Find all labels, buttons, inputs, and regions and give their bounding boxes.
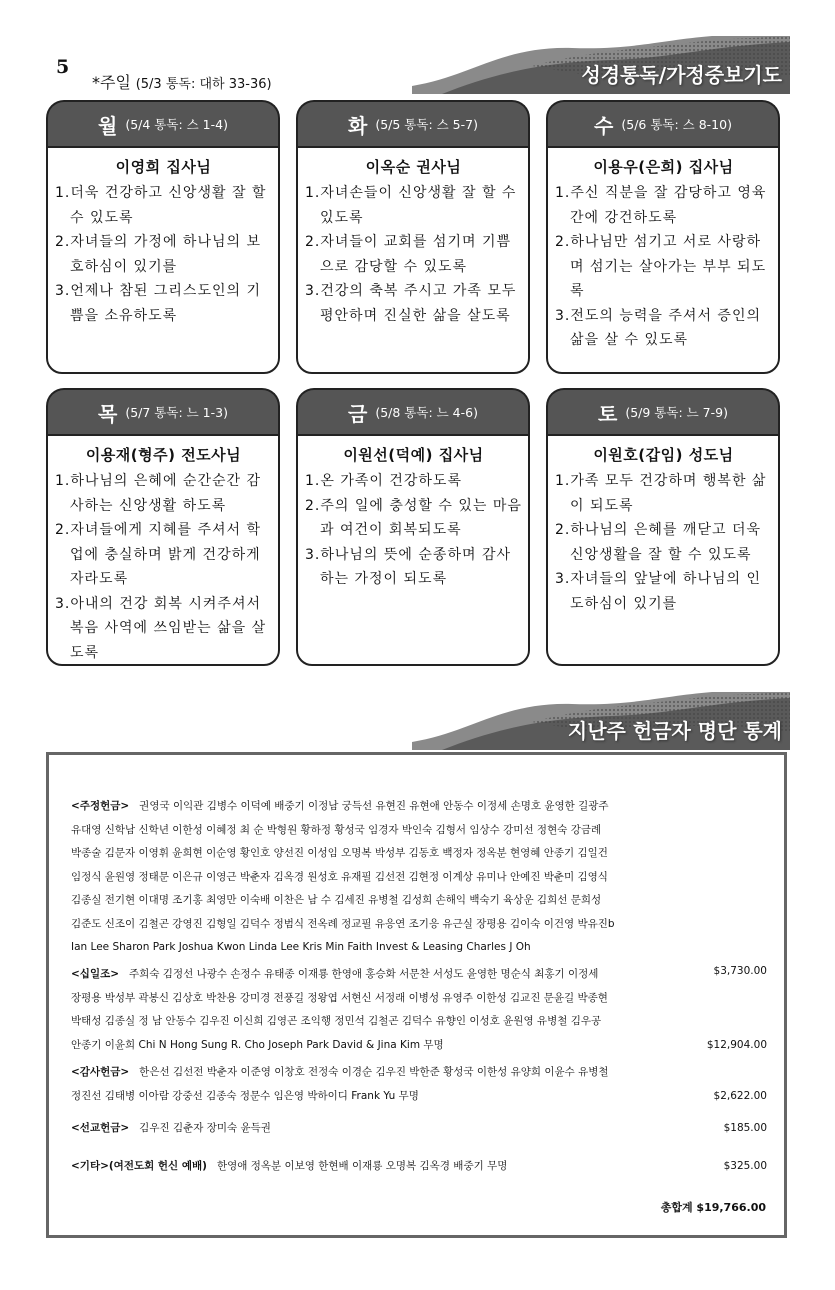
prayer-item: 1.자녀손들이 신앙생활 잘 할 수 있도록: [305, 185, 517, 226]
offering-names: 안종기 이윤희 Chi N Hong Sung R. Cho Joseph Park David & Jina Kim 무명: [71, 1038, 444, 1051]
offering-group-tenth: [71, 963, 767, 1057]
page-number: 5: [56, 56, 70, 78]
day-reading: (5/8 통독: 느 4-6): [375, 405, 478, 420]
prayer-box: [46, 434, 280, 666]
offering-stats-box: [46, 752, 787, 1238]
prayer-box: [46, 146, 280, 374]
offering-total: 총합계 $19,766.00: [660, 1201, 766, 1214]
offering-amount: $325.00: [723, 1160, 767, 1172]
offering-names: 장평용 박성부 곽봉신 김상호 박찬용 강미경 전풍길 정왕엽 서현신 서정래 이병성 유영주 이한성 김교진 문윤길 박종현: [71, 991, 608, 1004]
prayer-item: 1.가족 모두 건강하며 행복한 삶이 되도록: [555, 473, 767, 514]
offering-amount: $2,622.00: [713, 1089, 767, 1102]
prayer-item: 3.아내의 건강 회복 시켜주셔서 복음 사역에 쓰임받는 삶을 살도록: [55, 595, 267, 661]
prayer-item: 1.하나님의 은혜에 순간순간 감사하는 신앙생활 하도록: [55, 473, 261, 514]
offering-label: <십일조>: [71, 968, 120, 980]
offering-names: 유대영 신학남 신학년 이한성 이혜정 최 순 박형원 황하정 황성국 임경자 박인숙 김형서 임상수 강미선 정현숙 강금례: [71, 823, 602, 836]
day-card-sat: [546, 388, 780, 666]
day-reading: (5/7 통독: 느 1-3): [125, 405, 228, 420]
sunday-label: *주일: [92, 73, 131, 92]
offering-amount: $3,730.00: [713, 964, 767, 977]
prayer-item: 3.하나님의 뜻에 순종하며 감사하는 가정이 되도록: [305, 546, 511, 587]
day-name: 목: [98, 401, 118, 426]
banner-title: 성경통독/가정중보기도: [581, 63, 782, 87]
offering-label: <선교헌금>: [71, 1122, 130, 1134]
prayer-item: 3.자녀들의 앞날에 하나님의 인도하심이 있기를: [555, 571, 761, 612]
prayer-item: 3.건강의 축복 주시고 가족 모두 평안하며 진실한 삶을 살도록: [305, 283, 517, 324]
offering-names: 한영애 정옥분 이보영 한현배 이재룡 오명복 김옥경 배중기 무명: [216, 1160, 508, 1172]
offering-names: 주희숙 김정선 나광수 손정수 유태종 이재룡 한영애 홍승화 서문찬 서성도 윤영한 명순식 최홍기 이정세: [129, 968, 599, 980]
day-card-wed: [546, 100, 780, 374]
prayer-person: 이용우(은희) 집사님: [593, 158, 734, 176]
offering-group-thanks: [71, 1061, 767, 1108]
offering-group-tithe: [71, 795, 767, 983]
day-reading: (5/6 통독: 스 8-10): [621, 117, 732, 132]
day-tab: [46, 388, 280, 434]
day-tab: [296, 100, 530, 146]
prayer-item: 2.자녀들에게 지혜를 주셔서 학업에 충실하며 밝게 건강하게 자라도록: [55, 522, 261, 587]
prayer-item: 2.자녀들의 가정에 하나님의 보호하심이 있기를: [55, 234, 261, 275]
offering-names: 박태성 김종실 정 남 안동수 김우진 이신희 김영곤 조익행 정민석 김철곤 김덕수 유향인 이성호 윤원영 유병철 김우공: [71, 1015, 602, 1027]
prayer-person: 이옥순 권사님: [365, 158, 462, 176]
offering-group-other: [71, 1155, 767, 1179]
day-name: 수: [594, 113, 614, 138]
prayer-person: 이원호(갑임) 성도님: [593, 446, 734, 464]
day-name: 월: [98, 113, 118, 138]
offering-names: Ian Lee Sharon Park Joshua Kwon Linda Lee Kris Min Faith Invest & Leasing Charles J Oh: [71, 941, 531, 953]
offering-names: 김준도 신조이 김철곤 강영진 김형일 김덕수 정범식 전옥례 정교필 유응연 조기응 유근실 장평용 김이숙 이건영 박유진b: [71, 917, 615, 930]
day-reading: (5/9 통독: 느 7-9): [625, 405, 728, 420]
day-tab: [546, 388, 780, 434]
prayer-person: 이원선(덕예) 집사님: [343, 446, 484, 464]
offering-names: 박종술 김문자 이영휘 윤희현 이순영 황인호 양선진 이성임 오명복 박성부 김동호 백정자 정옥분 현영혜 안종기 김일건: [71, 847, 608, 859]
offering-names: 권영국 이익관 김병수 이덕예 배중기 이정남 궁득선 유현진 유현애 안동수 이정세 손명호 윤영한 길광주: [139, 800, 609, 812]
offering-names: 김종실 전기현 이대명 조기홍 최영만 이숙배 이찬은 남 수 김세진 유병철 김성희 손해익 백숙기 육상운 김희선 문희성: [71, 894, 602, 906]
offering-label: <기타>(여전도회 헌신 예배): [71, 1160, 207, 1172]
day-tab: [46, 100, 280, 146]
prayer-item: 1.주신 직분을 잘 감당하고 영육 간에 강건하도록: [555, 185, 767, 226]
sunday-reading: [92, 70, 272, 93]
day-tab: [546, 100, 780, 146]
prayer-box: [296, 434, 530, 666]
day-card-thu: [46, 388, 280, 666]
prayer-item: 2.하나님의 은혜를 깨닫고 더욱 신앙생활을 잘 할 수 있도록: [555, 522, 761, 563]
offering-group-mission: [71, 1117, 767, 1141]
offering-amount: $12,904.00: [706, 1038, 767, 1051]
day-card-tue: [296, 100, 530, 374]
prayer-box: [546, 434, 780, 666]
banner-title: 지난주 헌금자 명단 통계: [567, 719, 782, 743]
day-name: 금: [348, 401, 368, 426]
day-name: 화: [348, 113, 368, 138]
prayer-item: 1.더욱 건강하고 신앙생활 잘 할 수 있도록: [55, 185, 267, 226]
prayer-item: 2.하나님만 섬기고 서로 사랑하며 섬기는 살아가는 부부 되도록: [555, 234, 767, 299]
day-reading: (5/5 통독: 스 5-7): [375, 117, 478, 132]
offering-names: 김우진 김춘자 장미숙 윤득권: [139, 1122, 271, 1134]
offering-banner: [412, 692, 790, 750]
offering-label: <주정헌금>: [71, 800, 130, 812]
prayer-item: 1.온 가족이 건강하도록: [305, 473, 462, 489]
day-card-fri: [296, 388, 530, 666]
prayer-box: [296, 146, 530, 374]
day-reading: (5/4 통독: 스 1-4): [125, 117, 228, 132]
offering-names: 임정식 윤원영 정태문 이은규 이영근 박춘자 김옥경 원성호 유재필 김선전 김현정 이계상 유미나 안예진 박춘미 김영식: [71, 870, 608, 883]
offering-label: <감사헌금>: [71, 1066, 130, 1078]
prayer-person: 이영희 집사님: [115, 158, 212, 176]
prayer-box: [546, 146, 780, 374]
prayer-item: 2.자녀들이 교회를 섬기며 기쁨으로 감당할 수 있도록: [305, 234, 511, 275]
day-tab: [296, 388, 530, 434]
sunday-reading-text: (5/3 통독: 대하 33-36): [135, 77, 272, 92]
prayer-item: 3.언제나 참된 그리스도인의 기쁨을 소유하도록: [55, 283, 261, 324]
prayer-person: 이용재(형주) 전도사님: [85, 446, 242, 464]
day-name: 토: [598, 401, 618, 426]
offering-names: 한은선 김선전 박춘자 이준영 이창호 전정숙 이경순 김우진 박한준 황성국 이한성 유양희 이윤수 유병철: [139, 1066, 609, 1078]
prayer-item: 3.전도의 능력을 주셔서 증인의 삶을 살 수 있도록: [555, 307, 761, 348]
prayer-item: 2.주의 일에 충성할 수 있는 마음과 여건이 회복되도록: [305, 497, 522, 538]
prayer-banner: [412, 36, 790, 94]
day-card-mon: [46, 100, 280, 374]
offering-amount: $185.00: [723, 1122, 767, 1134]
offering-names: 정진선 김태병 이아람 강중선 김종숙 정문수 임은영 박하이디 Frank Yu 무명: [71, 1089, 419, 1102]
